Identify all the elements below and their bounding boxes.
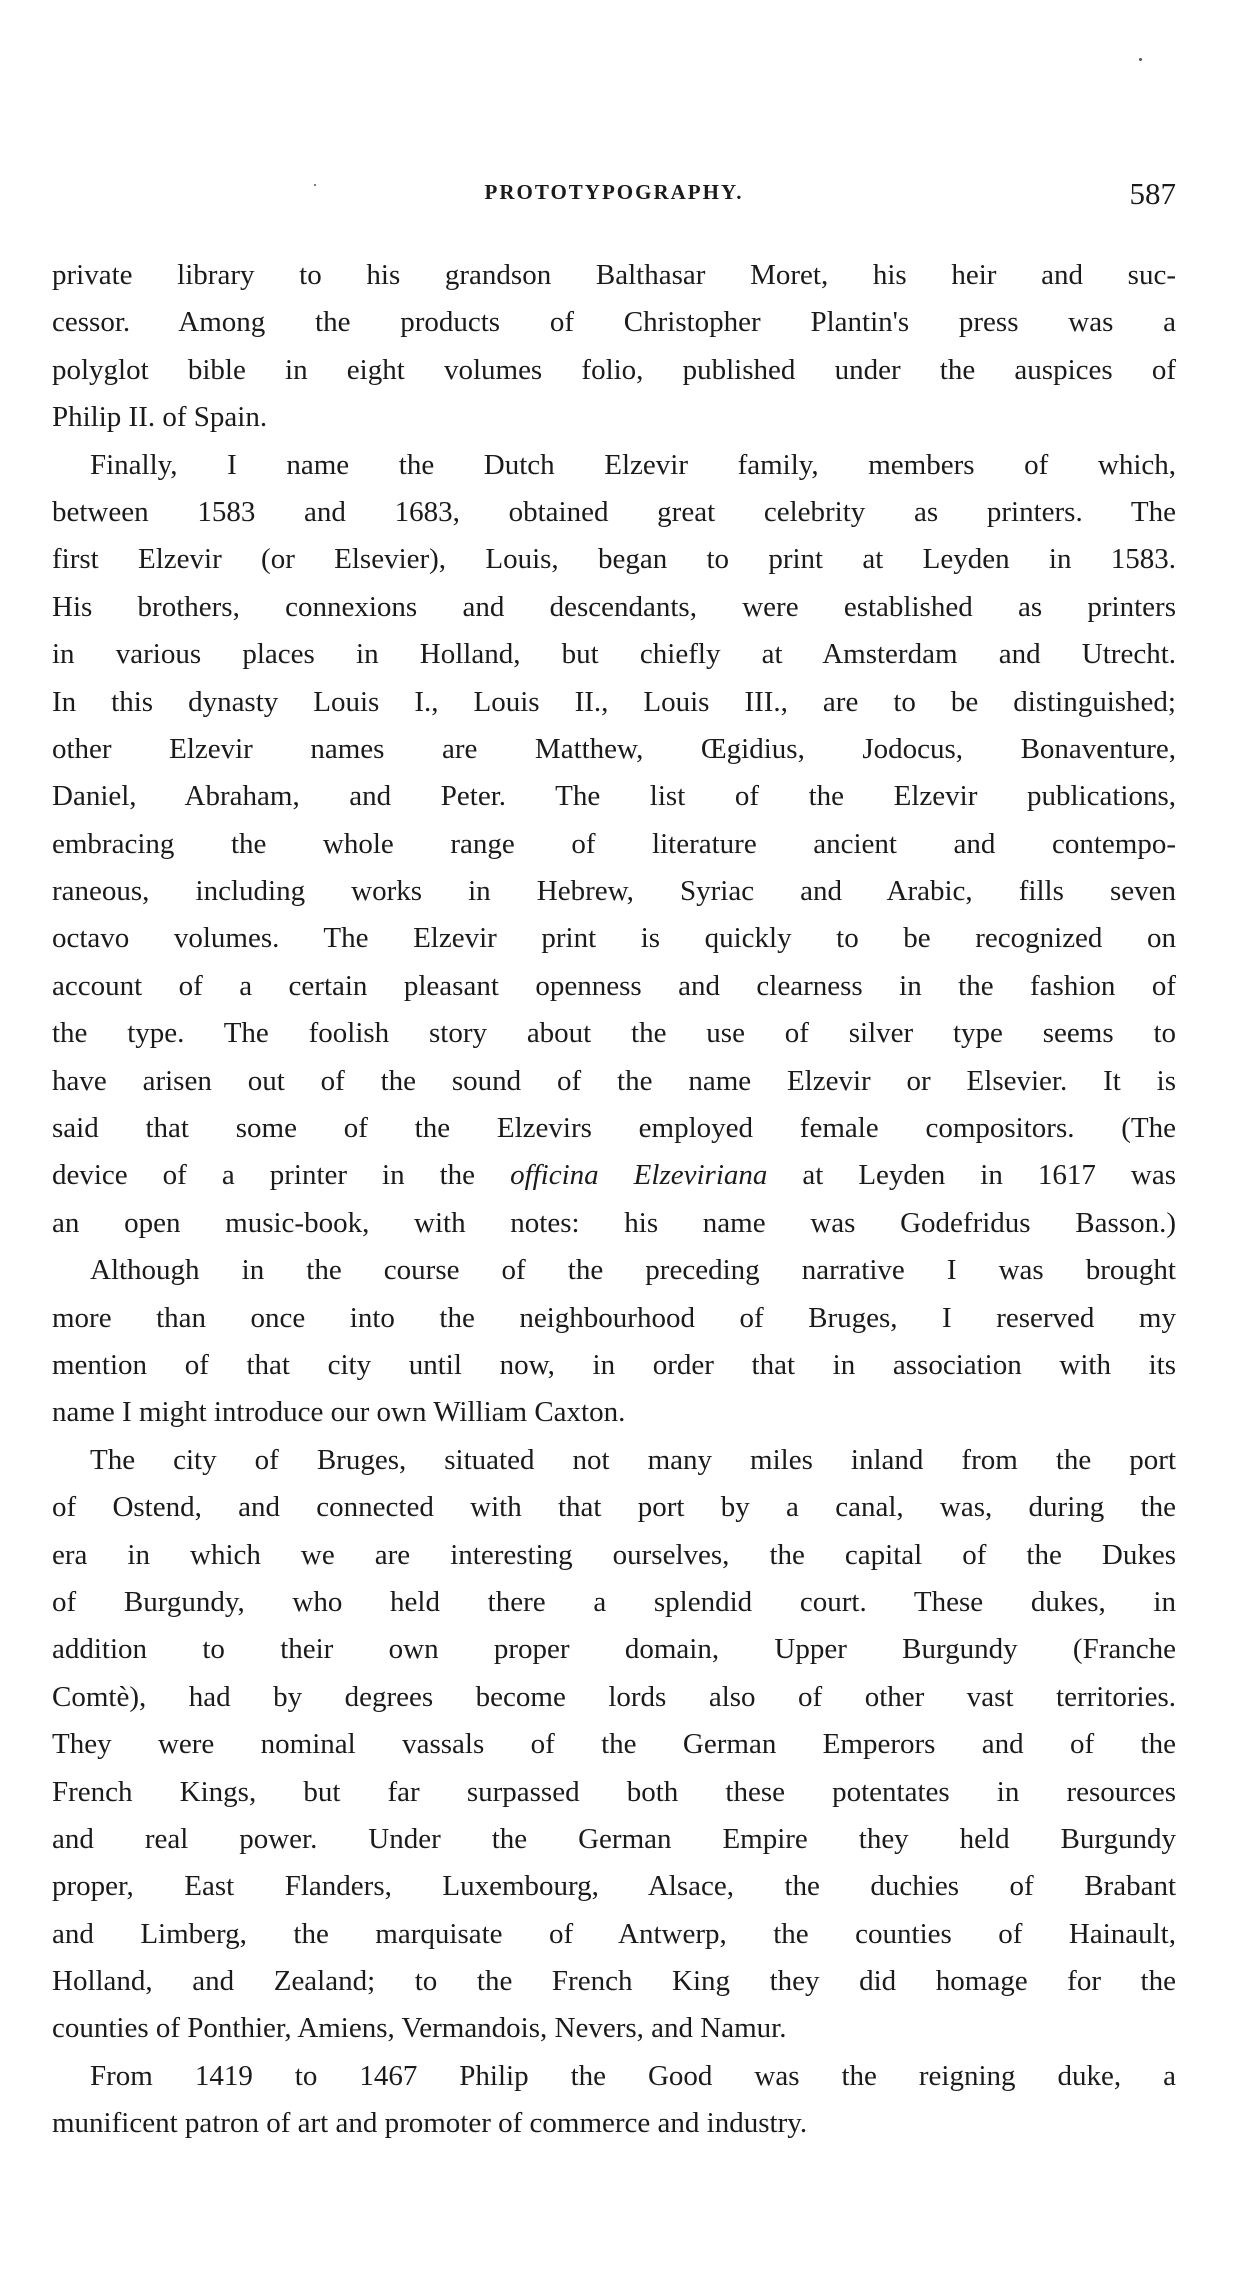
text-line: counties of Ponthier, Amiens, Vermandois, Nevers, and Namur.	[52, 2012, 787, 2045]
text-line: cessor. Among the products of Christopher Plantin's press was a	[52, 306, 1176, 339]
text-line: the type. The foolish story about the use of silver type seems to	[52, 1017, 1176, 1050]
text-line: addition to their own proper domain, Upper Burgundy (Franche	[52, 1633, 1176, 1666]
text-line: In this dynasty Louis I., Louis II., Louis III., are to be distinguished;	[52, 685, 1176, 718]
text-line: mention of that city until now, in order that in association with its	[52, 1348, 1176, 1381]
text-line: private library to his grandson Balthasar Moret, his heir and suc-	[52, 259, 1176, 291]
text-line: His brothers, connexions and descendants, were established as printers	[52, 590, 1176, 623]
running-head: PROTOTYPOGRAPHY.	[484, 180, 744, 204]
text-line: They were nominal vassals of the German Emperors and of the	[52, 1728, 1176, 1761]
text-line: other Elzevir names are Matthew, Œgidius, Jodocus, Bonaventure,	[52, 732, 1176, 765]
italic-phrase: officina Elzeviriana	[510, 1159, 768, 1192]
paragraph	[52, 1247, 1176, 1437]
text-line: Holland, and Zealand; to the French King they did homage for the	[52, 1965, 1176, 1998]
text-line: Although in the course of the preceding narrative I was brought	[90, 1254, 1176, 1287]
paragraph	[52, 2053, 1176, 2148]
paragraph	[52, 442, 1176, 1248]
text-run: at Leyden in 1617 was	[767, 1159, 1176, 1192]
text-line: Comtè), had by degrees become lords also of other vast territories.	[52, 1680, 1176, 1713]
text-line: polyglot bible in eight volumes folio, published under the auspices of	[52, 353, 1176, 386]
page-number: 587	[1129, 176, 1176, 211]
text-line: Philip II. of Spain.	[52, 401, 268, 434]
text-line: munificent patron of art and promoter of commerce and industry.	[52, 2107, 808, 2140]
text-line: Finally, I name the Dutch Elzevir family, members of which,	[90, 448, 1176, 481]
text-line: in various places in Holland, but chiefly at Amsterdam and Utrecht.	[52, 638, 1176, 671]
paragraph	[52, 1437, 1176, 2053]
text-line: said that some of the Elzevirs employed female compositors. (The	[52, 1112, 1176, 1145]
text-line: octavo volumes. The Elzevir print is quickly to be recognized on	[52, 922, 1176, 955]
text-line: era in which we are interesting ourselves, the capital of the Dukes	[52, 1538, 1176, 1571]
text-line: From 1419 to 1467 Philip the Good was the reigning duke, a	[90, 2059, 1176, 2092]
text-line: Daniel, Abraham, and Peter. The list of the Elzevir publications,	[52, 780, 1176, 813]
text-line: of Ostend, and connected with that port by a canal, was, during the	[52, 1491, 1176, 1524]
text-run: device of a printer in the	[52, 1159, 511, 1192]
text-line: an open music-book, with notes: his name was Godefridus Basson.)	[52, 1206, 1176, 1239]
text-line: account of a certain pleasant openness and clearness in the fashion of	[52, 969, 1176, 1002]
text-line: between 1583 and 1683, obtained great celebrity as printers. The	[52, 495, 1176, 528]
text-line: embracing the whole range of literature ancient and contempo-	[52, 827, 1176, 860]
text-line: raneous, including works in Hebrew, Syriac and Arabic, fills seven	[52, 875, 1176, 908]
page-header	[52, 176, 1176, 216]
text-line	[52, 1152, 1176, 1199]
text-line: and real power. Under the German Empire they held Burgundy	[52, 1822, 1176, 1855]
text-line: have arisen out of the sound of the name Elzevir or Elsevier. It is	[52, 1064, 1176, 1097]
text-line: first Elzevir (or Elsevier), Louis, began to print at Leyden in 1583.	[52, 543, 1176, 576]
text-line: proper, East Flanders, Luxembourg, Alsace, the duchies of Brabant	[52, 1870, 1176, 1903]
print-speck	[1139, 58, 1142, 61]
paragraph	[52, 252, 1176, 442]
body-text	[52, 252, 1176, 2148]
text-line: more than once into the neighbourhood of Bruges, I reserved my	[52, 1301, 1176, 1334]
text-line: of Burgundy, who held there a splendid court. These dukes, in	[52, 1585, 1176, 1618]
text-line: The city of Bruges, situated not many miles inland from the port	[90, 1443, 1176, 1476]
text-line: name I might introduce our own William Caxton.	[52, 1396, 626, 1429]
text-line: French Kings, but far surpassed both these potentates in resources	[52, 1775, 1176, 1808]
text-line: and Limberg, the marquisate of Antwerp, the counties of Hainault,	[52, 1917, 1176, 1950]
